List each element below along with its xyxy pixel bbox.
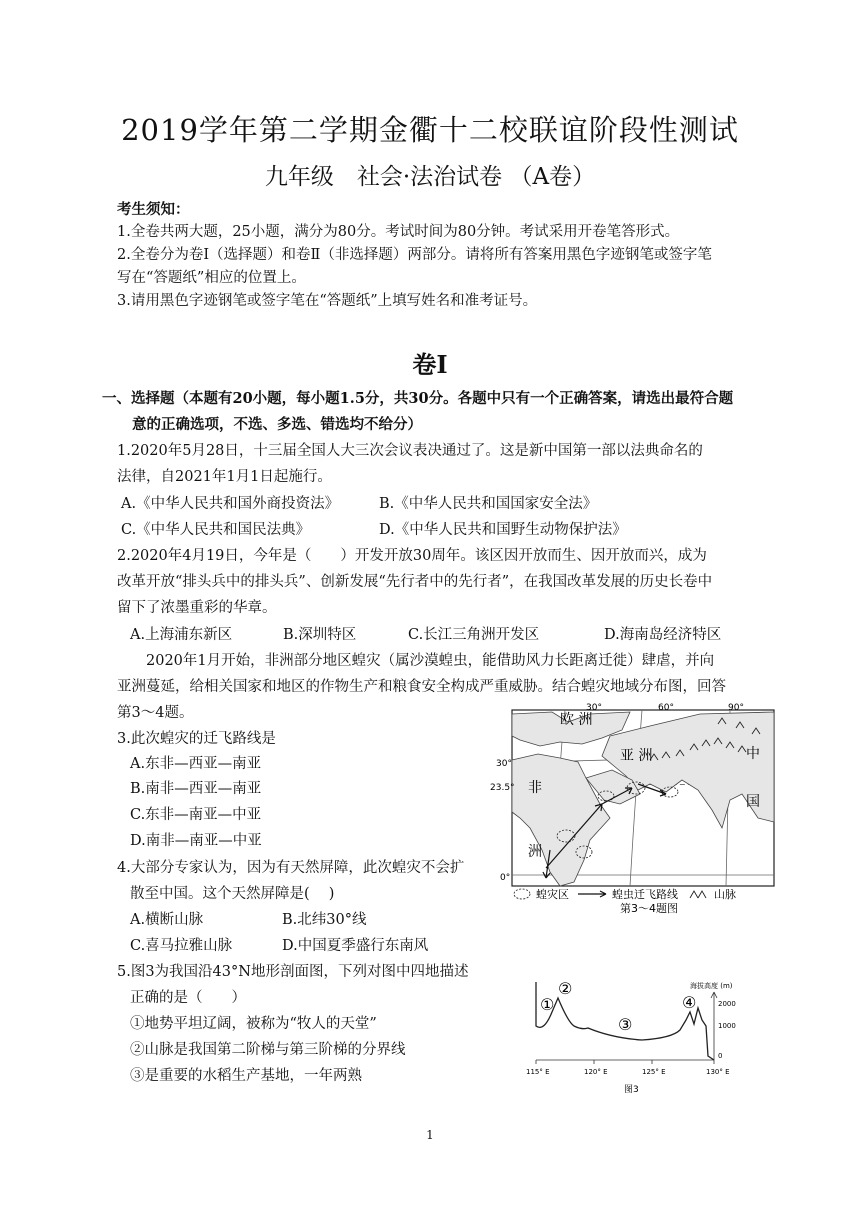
latitude-label: 0° [500,873,511,883]
question-2-option-d: D.海南岛经济特区 [604,627,722,643]
longitude-label: 30° [586,703,602,713]
profile-y-title: 海拔高度 (m) [690,982,733,990]
question-5-stem: 正确的是（ ） [130,990,246,1006]
question-3-option-c: C.东非—南亚—中亚 [130,807,262,823]
longitude-label: 60° [658,703,674,713]
notice-line: 1.全卷共两大题，25小题，满分为80分。考试时间为80分钟。考试采用开卷笔答形式。 [117,224,680,240]
part-heading: 意的正确选项，不选、多选、错选均不给分） [132,416,422,433]
terrain-profile-figure [522,968,762,1098]
question-5-item: ③是重要的水稻生产基地，一年两熟 [130,1068,362,1084]
question-1-stem: 法律，自2021年1月1日起施行。 [117,469,332,485]
question-3-option-b: B.南非—西亚—南亚 [130,781,262,797]
region-label-asia: 亚 洲 [620,748,653,764]
region-label-china: 国 [746,794,760,810]
longitude-label: 90° [728,703,744,713]
question-3-option-a: A.东非—西亚—南亚 [130,756,262,772]
profile-y-tick: 0 [718,1052,723,1060]
question-1-option-a: A.《中华人民共和国外商投资法》 [121,496,340,512]
profile-marker-3: ③ [618,1015,633,1034]
profile-x-tick: 115° E [526,1068,550,1076]
latitude-label: 23.5° [490,783,515,793]
exam-title: 2019学年第二学期金衢十二校联谊阶段性测试 [121,113,739,147]
question-3-option-d: D.南非—南亚—中亚 [130,833,262,849]
profile-x-tick: 120° E [584,1068,608,1076]
question-4-stem: 4.大部分专家认为，因为有天然屏障，此次蝗灾不会扩 [117,860,465,876]
question-2-option-c: C.长江三角洲开发区 [408,627,540,643]
question-2-stem: 2.2020年4月19日，今年是（ ）开发开放30周年。该区因开放而生、因开放而兴，成为 [117,548,707,564]
region-label-africa: 洲 [528,844,542,860]
profile-marker-1: ① [540,995,555,1014]
notice-heading: 考生须知： [117,201,190,218]
map-caption: 第3～4题图 [620,902,678,915]
part-heading: 一、选择题（本题有20小题，每小题1.5分，共30分。各题中只有一个正确答案，请选出最符合题 [102,390,734,407]
intro-text: 第3～4题。 [117,705,194,721]
section-title: 卷Ⅰ [412,350,448,379]
legend-mountain-symbol [690,891,706,898]
question-5-stem: 5.图3为我国沿43°N地形剖面图，下列对图中四地描述 [117,964,469,980]
question-4-option-c: C.喜马拉雅山脉 [130,938,233,954]
profile-caption: 图3 [624,1085,639,1095]
question-1-option-c: C.《中华人民共和国民法典》 [121,522,311,538]
page-number: 1 [426,1128,434,1142]
legend-locust-label: 蝗灾区 [536,888,569,901]
legend-mountain-label: 山脉 [714,888,736,901]
legend-route-label: 蝗虫迁飞路线 [612,888,678,901]
question-4-stem: 散至中国。这个天然屏障是( ) [130,886,335,902]
question-4-option-a: A.横断山脉 [130,912,204,928]
intro-text: 2020年1月开始，非洲部分地区蝗灾（属沙漠蝗虫，能借助风力长距离迁徙）肆虐，并向 [146,653,715,669]
latitude-label: 30° [496,759,512,769]
notice-line: 写在“答题纸”相应的位置上。 [117,270,306,286]
question-2-option-b: B.深圳特区 [283,627,357,643]
question-2-stem: 改革开放“排头兵中的排头兵”、创新发展“先行者中的先行者”，在我国改革发展的历史长卷中 [117,574,713,590]
locust-distribution-map [490,700,780,920]
question-5-item: ①地势平坦辽阔，被称为“牧人的天堂” [130,1016,377,1032]
region-label-europe: 欧 洲 [560,712,593,728]
profile-y-tick: 1000 [718,1022,736,1030]
legend-route-arrow [578,891,606,897]
profile-marker-4: ④ [682,993,697,1012]
notice-line: 2.全卷分为卷Ⅰ（选择题）和卷Ⅱ（非选择题）两部分。请将所有答案用黑色字迹钢笔或签字笔 [117,247,712,263]
profile-y-tick: 2000 [718,1000,736,1008]
legend-locust-symbol [514,889,530,899]
region-label-china: 中 [746,746,760,762]
question-1-option-b: B.《中华人民共和国国家安全法》 [379,496,598,512]
question-1-stem: 1.2020年5月28日，十三届全国人大三次会议表决通过了。这是新中国第一部以法典命名的 [117,443,703,459]
profile-x-tick: 130° E [706,1068,730,1076]
region-label-africa: 非 [528,780,542,796]
question-4-option-b: B.北纬30°线 [282,912,367,928]
question-2-option-a: A.上海浦东新区 [130,627,233,643]
intro-text: 亚洲蔓延，给相关国家和地区的作物生产和粮食安全构成严重威胁。结合蝗灾地域分布图，回答 [117,679,726,695]
profile-x-tick: 125° E [642,1068,666,1076]
question-3-stem: 3.此次蝗灾的迁飞路线是 [117,731,276,747]
question-2-stem: 留下了浓墨重彩的华章。 [117,600,277,616]
question-4-option-d: D.中国夏季盛行东南风 [282,938,429,954]
exam-subtitle: 九年级 社会·法治试卷 （A卷） [264,164,596,190]
notice-line: 3.请用黑色字迹钢笔或签字笔在“答题纸”上填写姓名和准考证号。 [117,293,538,309]
profile-marker-2: ② [558,979,573,998]
profile-x-ticks [536,1060,714,1064]
question-1-option-d: D.《中华人民共和国野生动物保护法》 [379,522,627,538]
question-5-item: ②山脉是我国第二阶梯与第三阶梯的分界线 [130,1042,406,1058]
